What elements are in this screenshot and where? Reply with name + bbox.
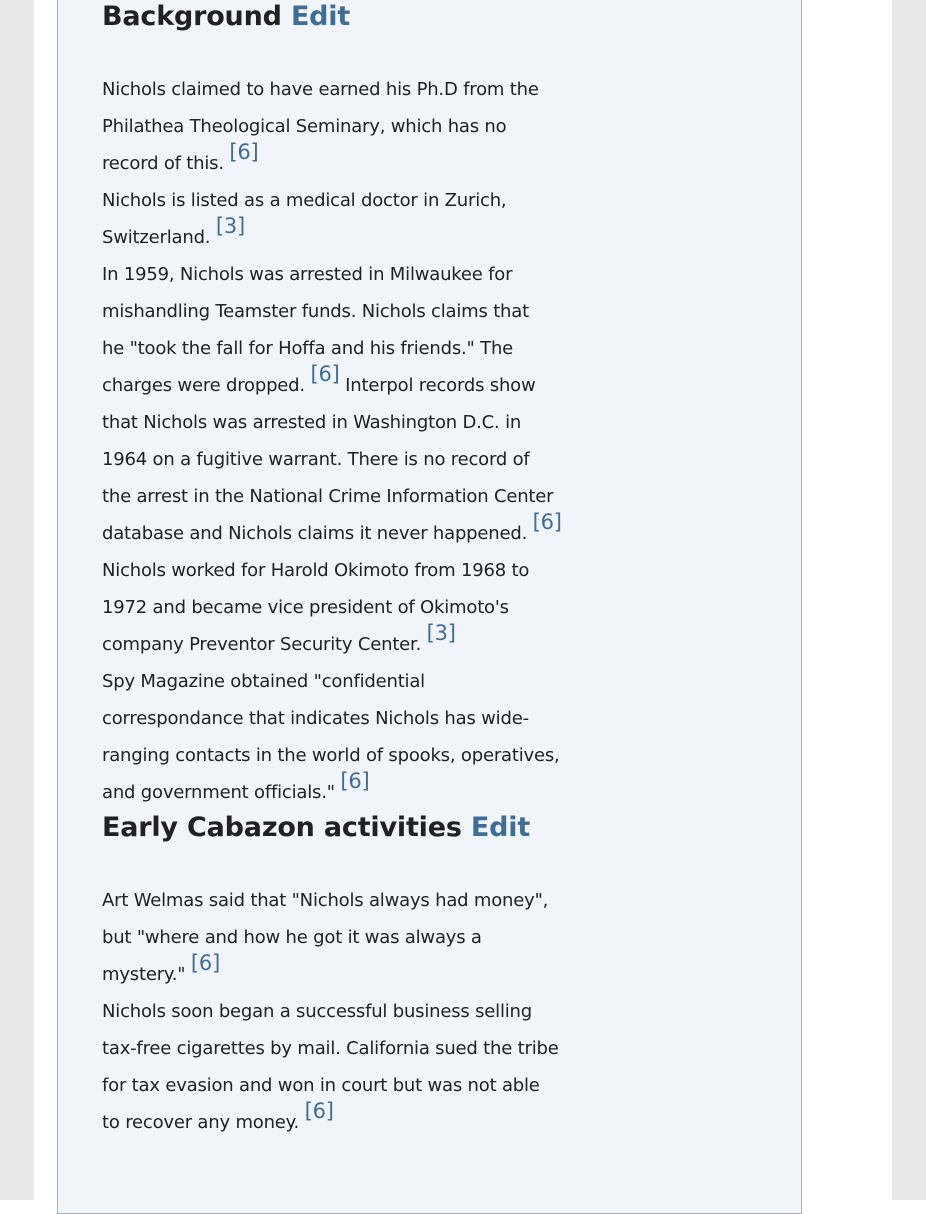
citation-link[interactable]: [6] [340, 769, 370, 793]
text-line [102, 951, 832, 993]
text-line [102, 441, 832, 478]
section-gap [102, 34, 832, 71]
line-text: mishandling Teamster funds. Nichols claims that [102, 301, 529, 322]
text-line [102, 362, 832, 404]
line-text: that Nichols was arrested in Washington D.C. in [102, 412, 522, 433]
text-line [102, 293, 832, 330]
text-line [102, 700, 832, 737]
text-line [102, 589, 832, 626]
paragraph [102, 663, 832, 811]
paragraph [102, 182, 832, 256]
text-line [102, 769, 832, 811]
line-text: mystery." [102, 964, 186, 985]
section-heading [102, 0, 832, 34]
paragraph [102, 71, 832, 182]
line-text: for tax evasion and won in court but was not able [102, 1075, 540, 1096]
text-line [102, 140, 832, 182]
text-line [102, 737, 832, 774]
section-gap [102, 845, 832, 882]
line-text: to recover any money. [102, 1112, 300, 1133]
text-line [102, 71, 832, 108]
text-line [102, 182, 832, 219]
line-text: Spy Magazine obtained "confidential [102, 671, 425, 692]
text-line [102, 552, 832, 589]
line-text: Philathea Theological Seminary, which has no [102, 116, 507, 137]
article-content [102, 0, 832, 1141]
line-text: company Preventor Security Center. [102, 634, 422, 655]
edit-link[interactable]: Edit [290, 1, 351, 32]
text-line [102, 1099, 832, 1141]
text-line [102, 663, 832, 700]
text-line [102, 1030, 832, 1067]
line-text: Switzerland. [102, 227, 211, 248]
line-text: 1964 on a fugitive warrant. There is no record of [102, 449, 530, 470]
text-line [102, 1067, 832, 1104]
text-line [102, 510, 832, 552]
section-background [102, 0, 832, 811]
text-line [102, 621, 832, 663]
line-text: Nichols claimed to have earned his Ph.D from the [102, 79, 539, 100]
text-line [102, 404, 832, 441]
line-text: but "where and how he got it was always a [102, 927, 482, 948]
text-line [102, 330, 832, 367]
citation-link[interactable]: [3] [426, 621, 456, 645]
citation-link[interactable]: [6] [532, 510, 562, 534]
line-text: Nichols soon began a successful business selling [102, 1001, 532, 1022]
section-title: Background [102, 1, 282, 32]
line-text: record of this. [102, 153, 224, 174]
line-text: 1972 and became vice president of Okimoto's [102, 597, 509, 618]
paragraph [102, 993, 832, 1141]
line-text: Art Welmas said that "Nichols always had money", [102, 890, 549, 911]
citation-link[interactable]: [3] [215, 214, 246, 238]
line-text: database and Nichols claims it never happened. [102, 523, 528, 544]
line-text: correspondance that indicates Nichols has wide- [102, 708, 529, 729]
line-text: the arrest in the National Crime Information Center [102, 486, 554, 507]
line-text: and government officials." [102, 782, 335, 803]
paragraph [102, 256, 832, 552]
section-early-cabazon-activities [102, 811, 832, 1141]
section-heading [102, 811, 832, 845]
paragraph [102, 882, 832, 993]
text-line [102, 108, 832, 145]
citation-link[interactable]: [6] [190, 951, 221, 975]
line-text: charges were dropped. [102, 375, 305, 396]
left-gutter [0, 0, 34, 1200]
line-text: he "took the fall for Hoffa and his friends." The [102, 338, 514, 359]
right-gutter [892, 0, 926, 1200]
text-line [102, 214, 832, 256]
line-text: tax-free cigarettes by mail. California sued the tribe [102, 1038, 559, 1059]
paragraph [102, 552, 832, 663]
text-line [102, 882, 832, 919]
line-text: In 1959, Nichols was arrested in Milwaukee for [102, 264, 513, 285]
text-line [102, 478, 832, 515]
line-text: Interpol records show [345, 375, 536, 396]
citation-link[interactable]: [6] [304, 1099, 334, 1123]
text-line [102, 993, 832, 1030]
citation-link[interactable]: [6] [310, 362, 340, 386]
line-text: Nichols worked for Harold Okimoto from 1968 to [102, 560, 530, 581]
line-text: Nichols is listed as a medical doctor in Zurich, [102, 190, 507, 211]
section-title: Early Cabazon activities [102, 812, 462, 843]
line-text: ranging contacts in the world of spooks, operatives, [102, 745, 560, 766]
edit-link[interactable]: Edit [470, 812, 531, 843]
text-line [102, 256, 832, 293]
citation-link[interactable]: [6] [229, 140, 259, 164]
